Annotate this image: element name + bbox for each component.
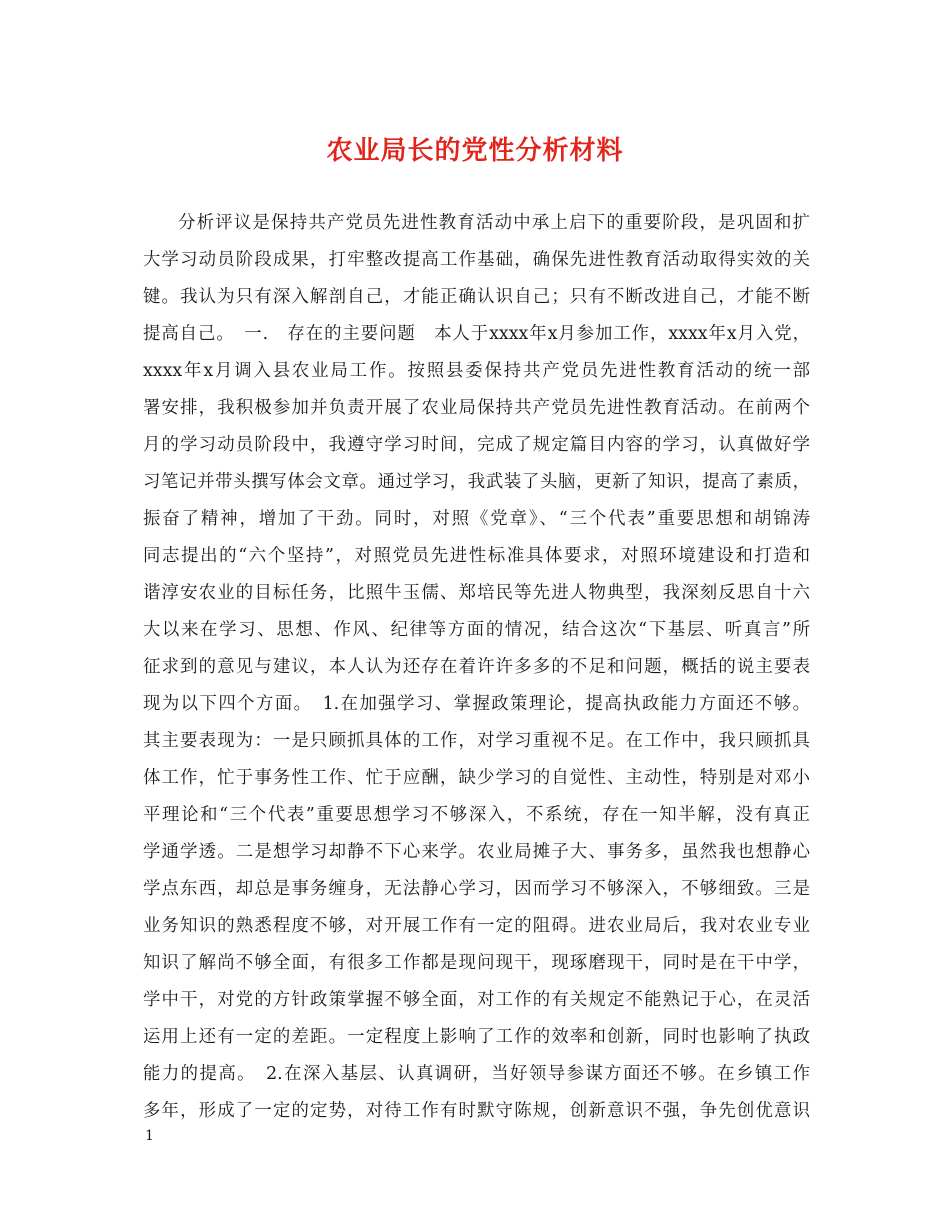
document-title: 农业局长的党性分析材料 bbox=[326, 136, 624, 166]
body-line: 能力的提高。 2.在深入基层、认真调研，当好领导参谋方面还不够。在乡镇工作 bbox=[143, 1064, 810, 1084]
body-line: 振奋了精神，增加了干劲。同时，对照《党章》、“三个代表”重要思想和胡锦涛 bbox=[143, 509, 810, 529]
body-line: 习笔记并带头撰写体会文章。通过学习，我武装了头脑，更新了知识，提高了素质， bbox=[143, 472, 810, 492]
body-line: 多年，形成了一定的定势，对待工作有时默守陈规，创新意识不强，争先创优意识 bbox=[143, 1101, 810, 1121]
body-line: 同志提出的“六个坚持”，对照党员先进性标准具体要求，对照环境建设和打造和 bbox=[143, 546, 810, 566]
body-line: 月的学习动员阶段中，我遵守学习时间，完成了规定篇目内容的学习，认真做好学 bbox=[143, 435, 810, 455]
body-line: xxxx年x月调入县农业局工作。按照县委保持共产党员先进性教育活动的统一部 bbox=[143, 361, 810, 381]
body-line: 其主要表现为：一是只顾抓具体的工作，对学习重视不足。在工作中，我只顾抓具 bbox=[143, 731, 810, 751]
body-line: 运用上还有一定的差距。一定程度上影响了工作的效率和创新，同时也影响了执政 bbox=[143, 1027, 810, 1047]
body-line: 学点东西，却总是事务缠身，无法静心学习，因而学习不够深入，不够细致。三是 bbox=[143, 879, 810, 899]
body-line: 现为以下四个方面。 1.在加强学习、掌握政策理论，提高执政能力方面还不够。 bbox=[143, 694, 810, 714]
body-line: 大以来在学习、思想、作风、纪律等方面的情况，结合这次“下基层、听真言”所 bbox=[143, 620, 810, 640]
body-line: 平理论和“三个代表”重要思想学习不够深入，不系统，存在一知半解，没有真正 bbox=[143, 805, 810, 825]
body-line: 学中干，对党的方针政策掌握不够全面，对工作的有关规定不能熟记于心，在灵活 bbox=[143, 990, 810, 1010]
body-line: 业务知识的熟悉程度不够，对开展工作有一定的阻碍。进农业局后，我对农业专业 bbox=[143, 916, 810, 936]
body-line: 键。我认为只有深入解剖自己，才能正确认识自己；只有不断改进自己，才能不断 bbox=[143, 287, 810, 307]
body-line: 知识了解尚不够全面，有很多工作都是现问现干，现琢磨现干，同时是在干中学， bbox=[143, 953, 810, 973]
body-line: 署安排，我积极参加并负责开展了农业局保持共产党员先进性教育活动。在前两个 bbox=[143, 398, 810, 418]
body-line: 分析评议是保持共产党员先进性教育活动中承上启下的重要阶段，是巩固和扩 bbox=[178, 213, 810, 233]
body-line: 谐淳安农业的目标任务，比照牛玉儒、郑培民等先进人物典型，我深刻反思自十六 bbox=[143, 583, 810, 603]
document-body bbox=[143, 205, 810, 1130]
body-line: 大学习动员阶段成果，打牢整改提高工作基础，确保先进性教育活动取得实效的关 bbox=[143, 250, 810, 270]
page-number: 1 bbox=[145, 1128, 154, 1144]
body-line: 学通学透。二是想学习却静不下心来学。农业局摊子大、事务多，虽然我也想静心 bbox=[143, 842, 810, 862]
body-line: 征求到的意见与建议，本人认为还存在着许许多多的不足和问题，概括的说主要表 bbox=[143, 657, 810, 677]
body-line: 体工作，忙于事务性工作、忙于应酬，缺少学习的自觉性、主动性，特别是对邓小 bbox=[143, 768, 810, 788]
body-line: 提高自己。 一. 存在的主要问题 本人于xxxx年x月参加工作，xxxx年x月入党， bbox=[143, 324, 810, 344]
